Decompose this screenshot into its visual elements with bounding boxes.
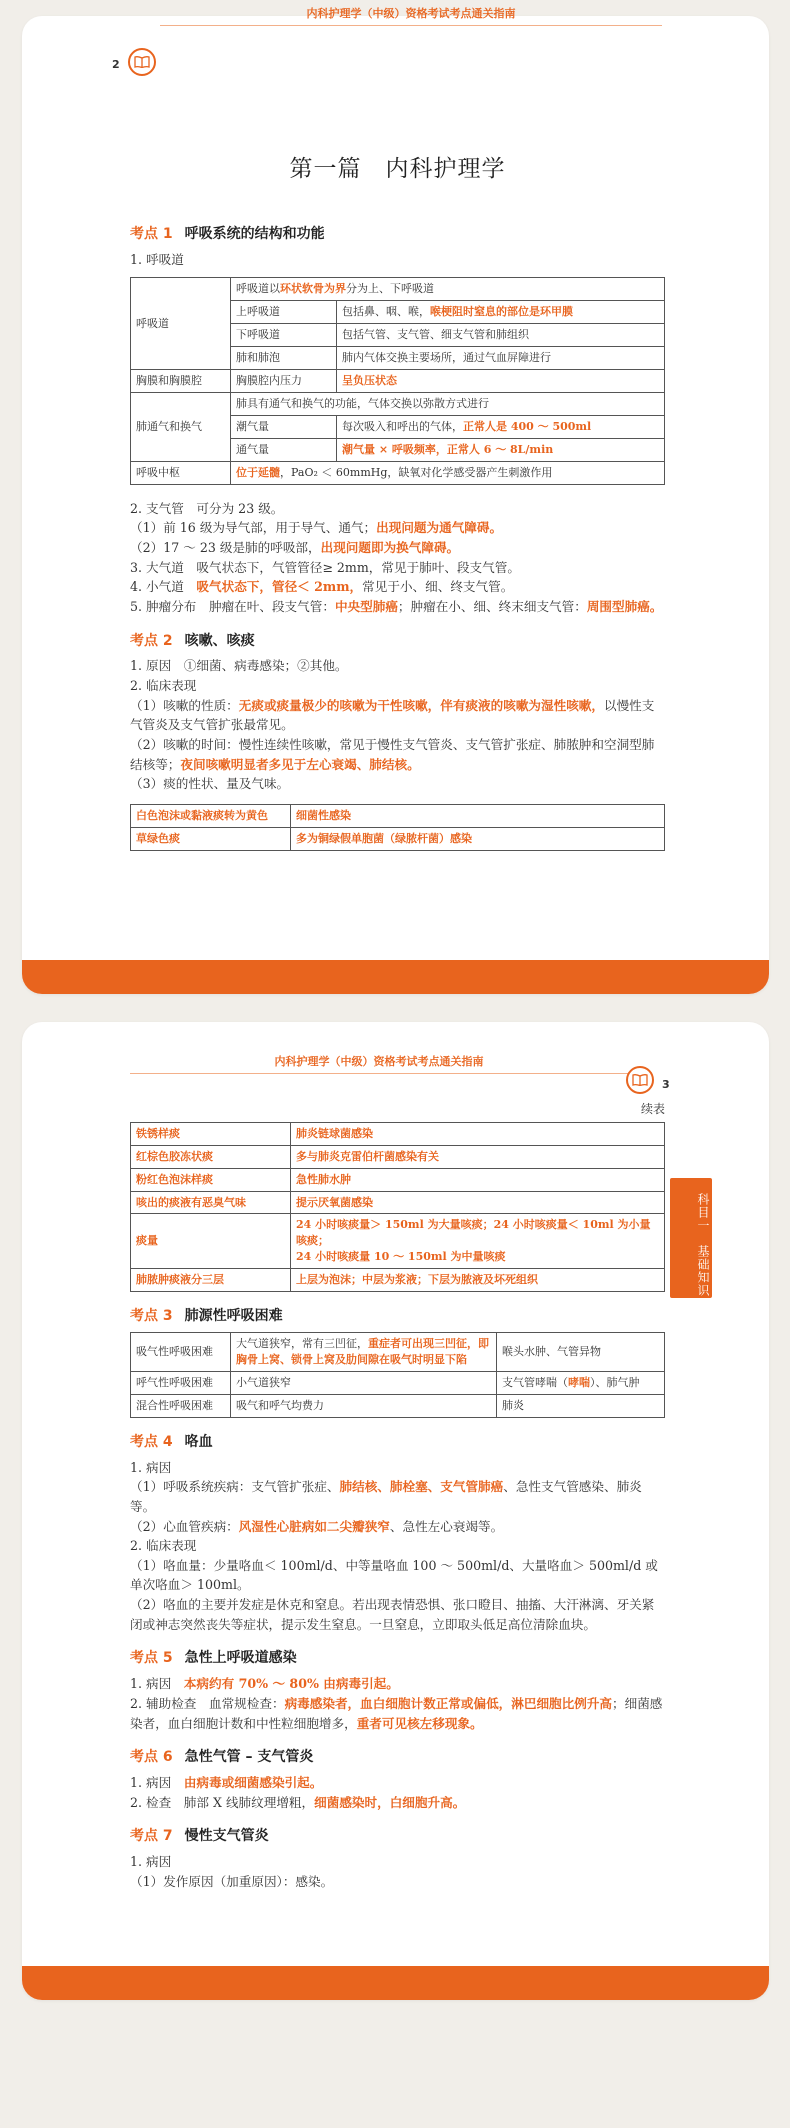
paragraph: （2）咯血的主要并发症是休克和窒息。若出现表情恐惧、张口瞪目、抽搐、大汗淋漓、牙关紧闭或神志突然丧失等症状，提示发生窒息。一旦窒息，立即取头低足高位清除血块。 bbox=[130, 1597, 655, 1632]
table-row: 呼气性呼吸困难 小气道狭窄 支气管哮喘（哮喘）、肺气肿 bbox=[131, 1371, 665, 1394]
paragraph: 2. 临床表现 bbox=[130, 678, 197, 694]
paragraph: （2）咳嗽的时间：慢性连续性咳嗽，常见于慢性支气管炎、支气管扩张症、肺脓肿和空洞型肺结核等；夜间咳嗽明显者多见于左心衰竭、肺结核。 bbox=[130, 737, 655, 772]
header-title: 内科护理学（中级）资格考试考点通关指南 bbox=[306, 7, 516, 20]
table-row: 呼吸道 呼吸道以环状软骨为界分为上、下呼吸道 bbox=[131, 278, 665, 301]
paragraph: （1）发作原因（加重原因）：感染。 bbox=[130, 1873, 334, 1889]
paragraph: 3. 大气道 吸气状态下，气管管径≥ 2mm，常见于肺叶、段支气管。 bbox=[130, 559, 520, 575]
paragraph: （1）呼吸系统疾病：支气管扩张症、肺结核、肺栓塞、支气管肺癌、急性支气管感染、肺炎等。 bbox=[130, 1479, 642, 1514]
paragraph: 1. 病因 bbox=[130, 1854, 172, 1870]
sputum-table-part2 bbox=[130, 1122, 665, 1293]
dyspnea-table bbox=[130, 1332, 665, 1418]
table-row: 呼吸中枢 位于延髓，PaO₂ ＜ 60mmHg，缺氧对化学感受器产生刺激作用 bbox=[131, 461, 665, 484]
header-title: 内科护理学（中级）资格考试考点通关指南 bbox=[274, 1055, 484, 1068]
table-row: 白色泡沫或黏液痰转为黄色 细菌性感染 bbox=[131, 804, 665, 827]
page-footer-bar bbox=[22, 960, 769, 994]
book-icon bbox=[128, 48, 156, 76]
table-row: 红棕色胶冻状痰 多与肺炎克雷伯杆菌感染有关 bbox=[131, 1145, 665, 1168]
running-header bbox=[160, 0, 662, 26]
paragraph: 1. 病因 本病约有 70% ～ 80% 由病毒引起。 bbox=[130, 1676, 399, 1692]
section-heading-4: 考点 4 咯血 bbox=[130, 1433, 213, 1450]
table-row: 咳出的痰液有恶臭气味 提示厌氧菌感染 bbox=[131, 1191, 665, 1214]
paragraph: （2）心血管疾病：风湿性心脏病如二尖瓣狭窄、急性左心衰竭等。 bbox=[130, 1518, 504, 1534]
side-tab: 科目一 基础知识 bbox=[670, 1178, 712, 1298]
section-heading-6: 考点 6 急性气管 – 支气管炎 bbox=[130, 1749, 314, 1766]
respiratory-table bbox=[130, 277, 665, 484]
paragraph: 4. 小气道 吸气状态下，管径＜ 2mm，常见于小、细、终支气管。 bbox=[130, 579, 514, 595]
table-row: 吸气性呼吸困难 大气道狭窄，常有三凹征，重症者可出现三凹征，即胸骨上窝、锁骨上窝及肋间隙在吸气时明显下陷 喉头水肿、气管异物 bbox=[131, 1333, 665, 1372]
page-footer-bar bbox=[22, 1966, 769, 2000]
table-row: 粉红色泡沫样痰 急性肺水肿 bbox=[131, 1168, 665, 1191]
part-title: 第一篇 内科护理学 bbox=[289, 156, 506, 182]
paragraph: 2. 检查 肺部 X 线肺纹理增粗，细菌感染时，白细胞升高。 bbox=[130, 1794, 466, 1810]
paragraph: （2）17 ～ 23 级是肺的呼吸部，出现问题即为换气障碍。 bbox=[130, 540, 460, 556]
paragraph: 2. 支气管 可分为 23 级。 bbox=[130, 500, 284, 516]
paragraph: 1. 原因 ①细菌、病毒感染；②其他。 bbox=[130, 658, 348, 674]
paragraph: 5. 肿瘤分布 肿瘤在叶、段支气管：中央型肺癌；肿瘤在小、细、终末细支气管：周围型肺癌。 bbox=[130, 598, 663, 614]
continued-note: 续表 bbox=[640, 1102, 665, 1116]
table-row: 上呼吸道 包括鼻、咽、喉，喉梗阻时窒息的部位是环甲膜 bbox=[131, 301, 665, 324]
sputum-table-part1 bbox=[130, 804, 665, 851]
book-icon bbox=[626, 1066, 654, 1094]
table-row: 肺脓肿痰液分三层 上层为泡沫；中层为浆液；下层为脓液及坏死组织 bbox=[131, 1269, 665, 1292]
paragraph: 1. 病因 bbox=[130, 1459, 172, 1475]
subheading: 1. 呼吸道 bbox=[130, 251, 184, 267]
paragraph: （1）咳嗽的性质：无痰或痰量极少的咳嗽为干性咳嗽，伴有痰液的咳嗽为湿性咳嗽，以慢性支气管炎及支气管扩张最常见。 bbox=[130, 697, 655, 733]
section-heading-3: 考点 3 肺源性呼吸困难 bbox=[130, 1308, 283, 1325]
section-heading-1: 考点 1 呼吸系统的结构和功能 bbox=[130, 225, 325, 242]
table-row: 潮气量 每次吸入和呼出的气体，正常人是 400 ～ 500ml bbox=[131, 415, 665, 438]
running-header bbox=[130, 1048, 628, 1074]
section-heading-2: 考点 2 咳嗽、咳痰 bbox=[130, 632, 255, 649]
table-row: 下呼吸道 包括气管、支气管、细支气管和肺组织 bbox=[131, 324, 665, 347]
paragraph: 1. 病因 由病毒或细菌感染引起。 bbox=[130, 1774, 323, 1790]
page-3-content bbox=[130, 1100, 665, 1891]
paragraph: 2. 临床表现 bbox=[130, 1538, 197, 1554]
table-row: 胸膜和胸膜腔 胸膜腔内压力 呈负压状态 bbox=[131, 370, 665, 393]
table-row: 痰量 24 小时咳痰量＞ 150ml 为大量咳痰；24 小时咳痰量＜ 10ml 为小量咳痰； 24 小时咳痰量 10 ～ 150ml 为中量咳痰 bbox=[131, 1214, 665, 1269]
table-row: 混合性呼吸困难 吸气和呼气均费力 肺炎 bbox=[131, 1394, 665, 1417]
paragraph: （1）咯血量：少量咯血＜ 100ml/d、中等量咯血 100 ～ 500ml/d、大量咯血＞ 500ml/d 或单次咯血＞ 100ml。 bbox=[130, 1557, 658, 1593]
page-2-content bbox=[130, 152, 665, 851]
section-heading-5: 考点 5 急性上呼吸道感染 bbox=[130, 1650, 297, 1667]
page-number: 2 bbox=[112, 58, 120, 71]
table-row: 通气量 潮气量 × 呼吸频率，正常人 6 ～ 8L/min bbox=[131, 438, 665, 461]
table-row: 草绿色痰 多为铜绿假单胞菌（绿脓杆菌）感染 bbox=[131, 827, 665, 850]
paragraph: 2. 辅助检查 血常规检查：病毒感染者，血白细胞计数正常或偏低，淋巴细胞比例升高；细菌感染者，血白细胞计数和中性粒细胞增多，重者可见核左移现象。 bbox=[130, 1695, 663, 1731]
page-number: 3 bbox=[662, 1078, 670, 1091]
section-heading-7: 考点 7 慢性支气管炎 bbox=[130, 1828, 269, 1845]
paragraph: （1）前 16 级为导气部，用于导气、通气；出现问题为通气障碍。 bbox=[130, 520, 503, 536]
table-row: 肺通气和换气 肺具有通气和换气的功能，气体交换以弥散方式进行 bbox=[131, 393, 665, 416]
table-row: 铁锈样痰 肺炎链球菌感染 bbox=[131, 1122, 665, 1145]
table-row: 肺和肺泡 肺内气体交换主要场所，通过气血屏障进行 bbox=[131, 347, 665, 370]
paragraph: （3）痰的性状、量及气味。 bbox=[130, 776, 290, 792]
